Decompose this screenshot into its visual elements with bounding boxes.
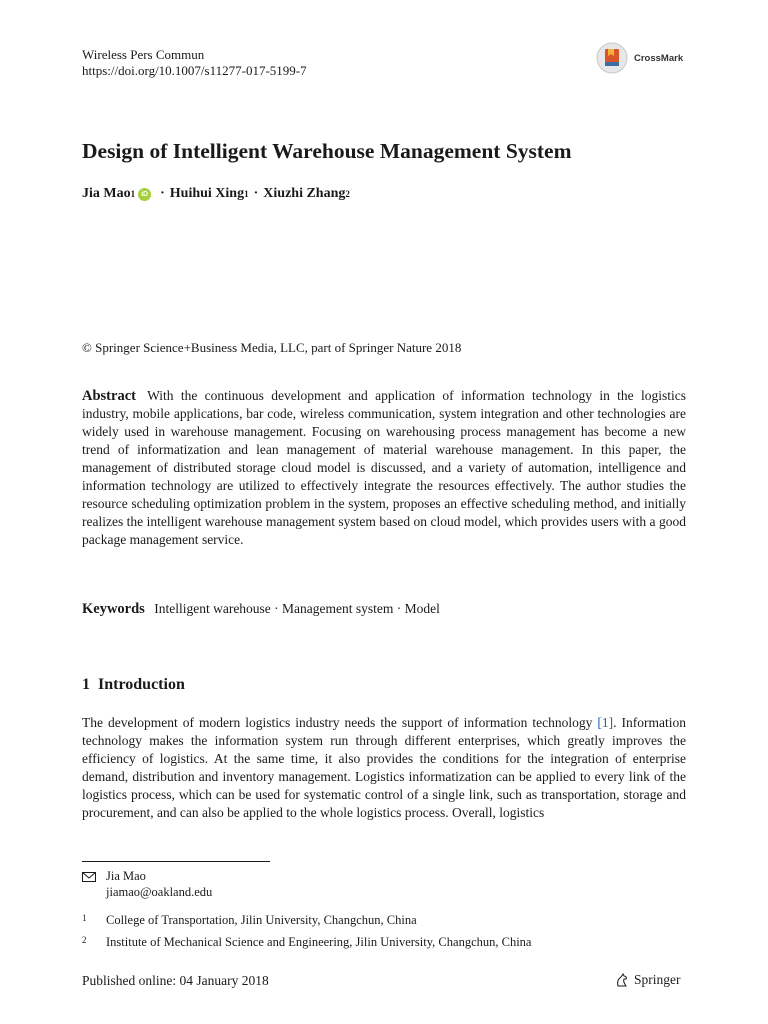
- crossmark-badge[interactable]: [596, 42, 683, 74]
- abstract-text: With the continuous development and application of information technology in the logistics industry, mobile applications, bar code, wireless communication, system integration and other technologies are widely used in warehouse management. Focusing on warehousing process management has become a new trend of informatization and lean management of material warehouse management. In this paper, the management of distributed storage cloud model is discussed, and a variety of automation, intelligence and information technology are utilized to effectively integrate the resources effectively. The author studies the resource scheduling optimization problem in the system, proposes an effective scheduling method, and initially realizes the intelligent warehouse management system based on cloud model, which provides users with a good package management service.: [82, 388, 686, 547]
- affiliation-number: 2: [82, 935, 87, 945]
- journal-header: [82, 47, 307, 79]
- affiliation-text: College of Transportation, Jilin University, Changchun, China: [106, 913, 417, 927]
- envelope-icon: [82, 872, 96, 882]
- citation-link[interactable]: [1]: [597, 715, 614, 730]
- author-list: Jia Mao 1 iD · Huihui Xing 1 · Xiuzhi Zhang 2: [82, 186, 350, 201]
- section-heading: [82, 676, 185, 694]
- copyright-notice: © Springer Science+Business Media, LLC, part of Springer Nature 2018: [82, 340, 462, 355]
- introduction-paragraph: [82, 714, 686, 822]
- abstract: [82, 387, 686, 549]
- author-name: Huihui Xing: [169, 186, 245, 201]
- publisher-name: Springer: [634, 972, 681, 987]
- keywords-label: Keywords: [82, 601, 145, 617]
- publisher-logo: [614, 972, 681, 988]
- springer-horse-icon: [614, 972, 630, 988]
- journal-name: Wireless Pers Commun: [82, 47, 205, 62]
- author-name: Jia Mao: [82, 186, 131, 201]
- corresponding-email[interactable]: jiamao@oakland.edu: [106, 885, 213, 899]
- author-name: Xiuzhi Zhang: [263, 186, 346, 201]
- corresponding-name: Jia Mao: [106, 869, 146, 883]
- abstract-label: Abstract: [82, 388, 136, 404]
- author-separator: ·: [160, 186, 165, 201]
- affiliation-text: Institute of Mechanical Science and Engineering, Jilin University, Changchun, China: [106, 935, 532, 949]
- doi-link[interactable]: https://doi.org/10.1007/s11277-017-5199-7: [82, 63, 307, 78]
- intro-text: The development of modern logistics industry needs the support of information technology: [82, 715, 598, 730]
- published-date: Published online: 04 January 2018: [82, 973, 269, 988]
- keywords: [82, 600, 686, 618]
- affiliation-number: 1: [82, 913, 87, 923]
- keywords-text: Intelligent warehouse · Management system · Model: [154, 601, 440, 616]
- footnote-divider: [82, 861, 270, 862]
- section-title: Introduction: [98, 676, 185, 693]
- affiliation-item: [82, 934, 531, 950]
- affiliation-item: [82, 912, 417, 928]
- paper-title: Design of Intelligent Warehouse Management System: [82, 139, 572, 163]
- orcid-icon[interactable]: iD: [138, 188, 151, 201]
- section-number: 1: [82, 676, 90, 693]
- intro-text-continued: . Information technology makes the information system run through different enterprises, which greatly improves the efficiency of logistics. At the same time, it also provides the conditions for the integration of enterprise demand, distribution and inventory management. Logistics informatization can be applied to every link of the logistics process, which can be used for systematic control of a single link, such as transportation, storage and procurement, and can also be applied to the whole logistics process. Overall, logistics: [82, 715, 686, 820]
- corresponding-author: [82, 868, 212, 900]
- crossmark-icon: [596, 42, 628, 74]
- author-separator: ·: [253, 186, 259, 201]
- crossmark-label: CrossMark: [634, 52, 684, 64]
